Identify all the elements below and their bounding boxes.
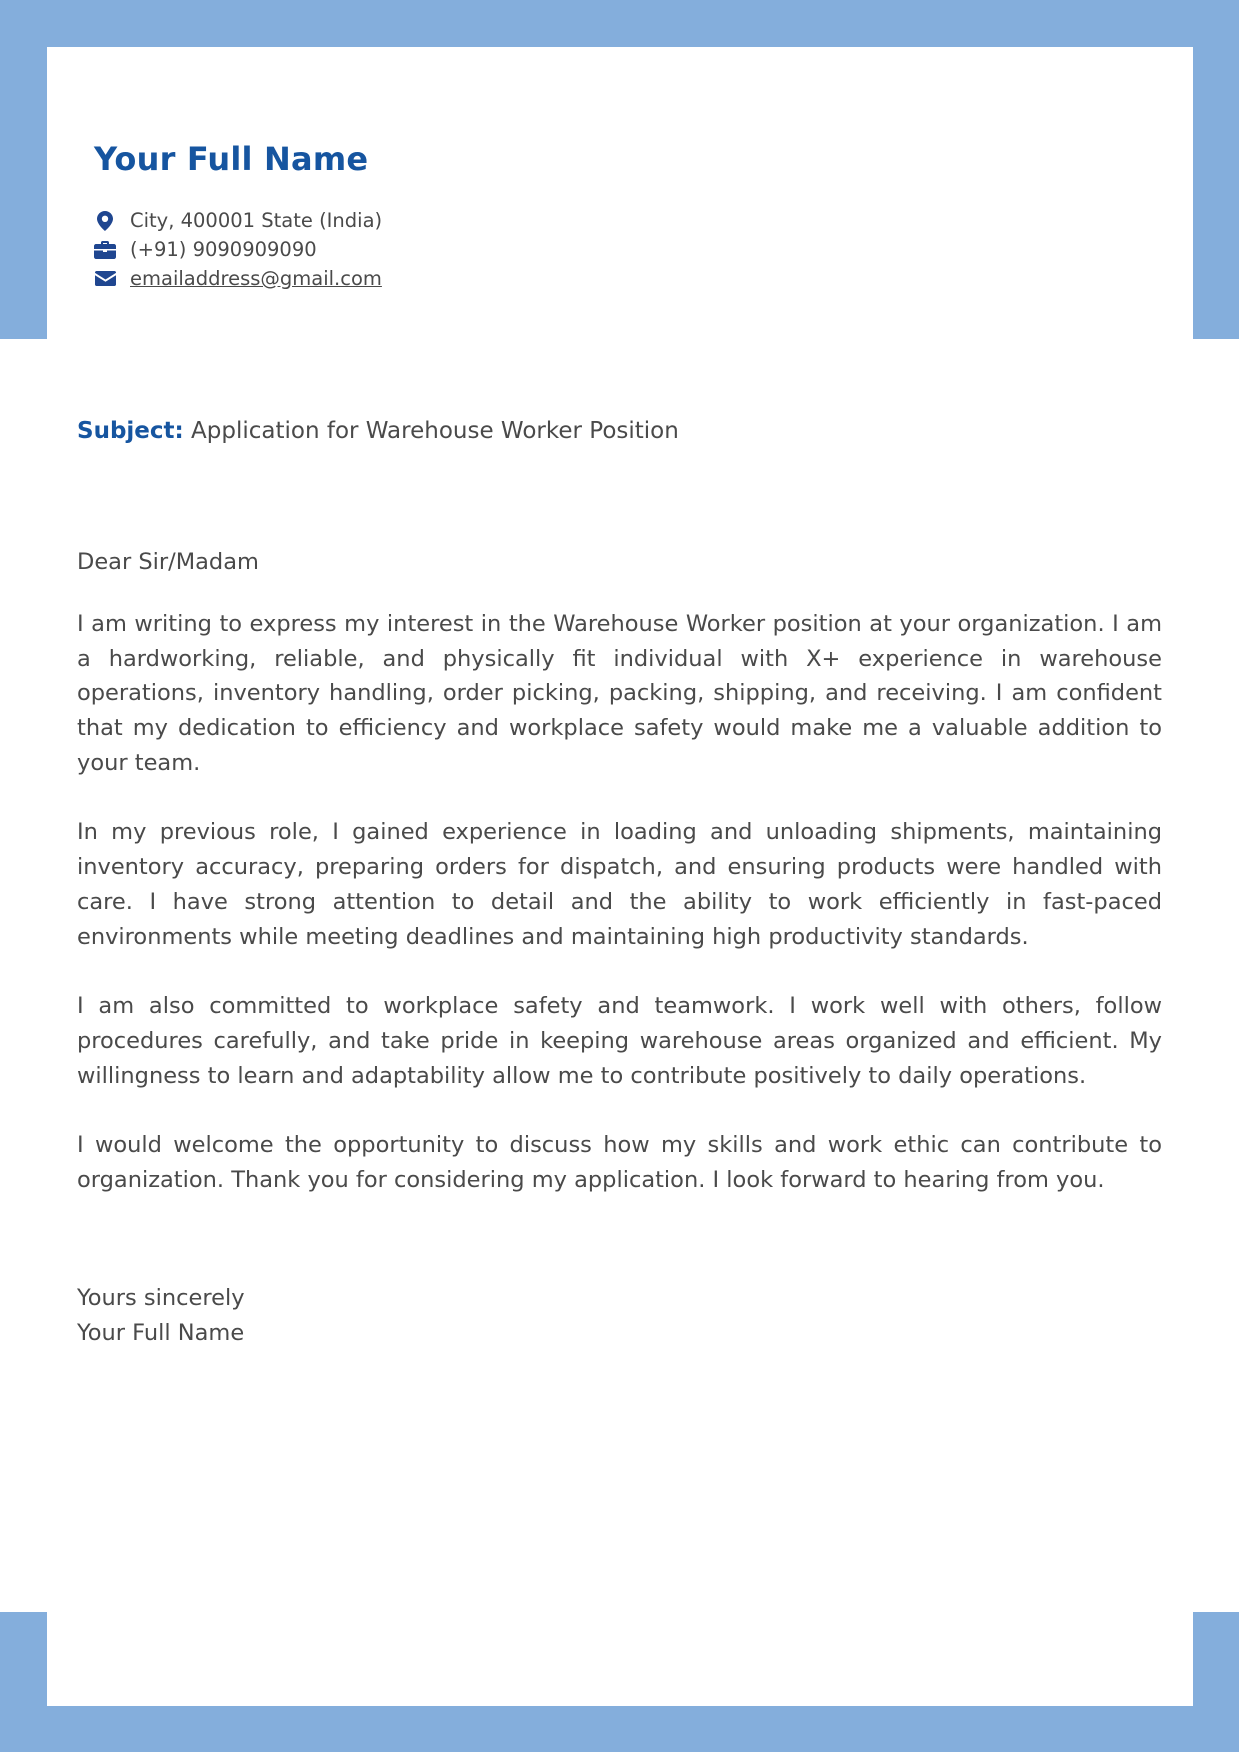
subject-text: Application for Warehouse Worker Position [191, 418, 679, 444]
closing-phrase: Yours sincerely [77, 1285, 245, 1311]
email-link[interactable]: emailaddress@gmail.com [130, 267, 382, 290]
subject-line [77, 418, 679, 444]
contact-email [94, 264, 382, 293]
applicant-name: Your Full Name [94, 140, 369, 178]
paragraph-teamwork: I am also committed to workplace safety and teamwork. I work well with others, follow procedures carefully, and take pride in keeping warehouse areas organized and efficient. My willingness to learn and adaptability allow me to contribute positively to daily operations. [77, 992, 1162, 1089]
paragraph-intro: I am writing to express my interest in the Warehouse Worker position at your organization. I am a hardworking, reliable, and physically fit individual with X+ experience in warehouse operations, inventory handling, order picking, packing, shipping, and receiving. I am confident that my dedication to efficiency and workplace safety would make me a valuable addition to your team. [77, 610, 1162, 776]
briefcase-icon [94, 240, 116, 260]
sign-off [77, 1281, 245, 1351]
contact-phone [94, 235, 382, 264]
signature-name: Your Full Name [77, 1319, 245, 1346]
contact-address [94, 206, 382, 235]
footer-panel [47, 1612, 1193, 1706]
paragraph-experience: In my previous role, I gained experience in loading and unloading shipments, maintaining inventory accuracy, preparing orders for dispatch, and ensuring products were handled with care. I have strong attention to detail and the ability to work efficiently in fast-paced environments while meeting deadlines and maintaining high productivity standards. [77, 819, 1162, 950]
subject-label: Subject: [77, 418, 184, 444]
header-panel [47, 47, 1193, 339]
paragraph-closing: I would welcome the opportunity to discuss how my skills and work ethic can contribute to organization. Thank you for considering my application. I look forward to hearing from you. [77, 1131, 1162, 1193]
contact-phone-text: (+91) 9090909090 [130, 238, 317, 261]
envelope-icon [94, 269, 116, 289]
contact-list [94, 206, 382, 293]
map-pin-icon [94, 211, 116, 231]
contact-address-text: City, 400001 State (India) [130, 209, 383, 232]
letter-body [77, 545, 1162, 1232]
salutation: Dear Sir/Madam [77, 549, 259, 575]
